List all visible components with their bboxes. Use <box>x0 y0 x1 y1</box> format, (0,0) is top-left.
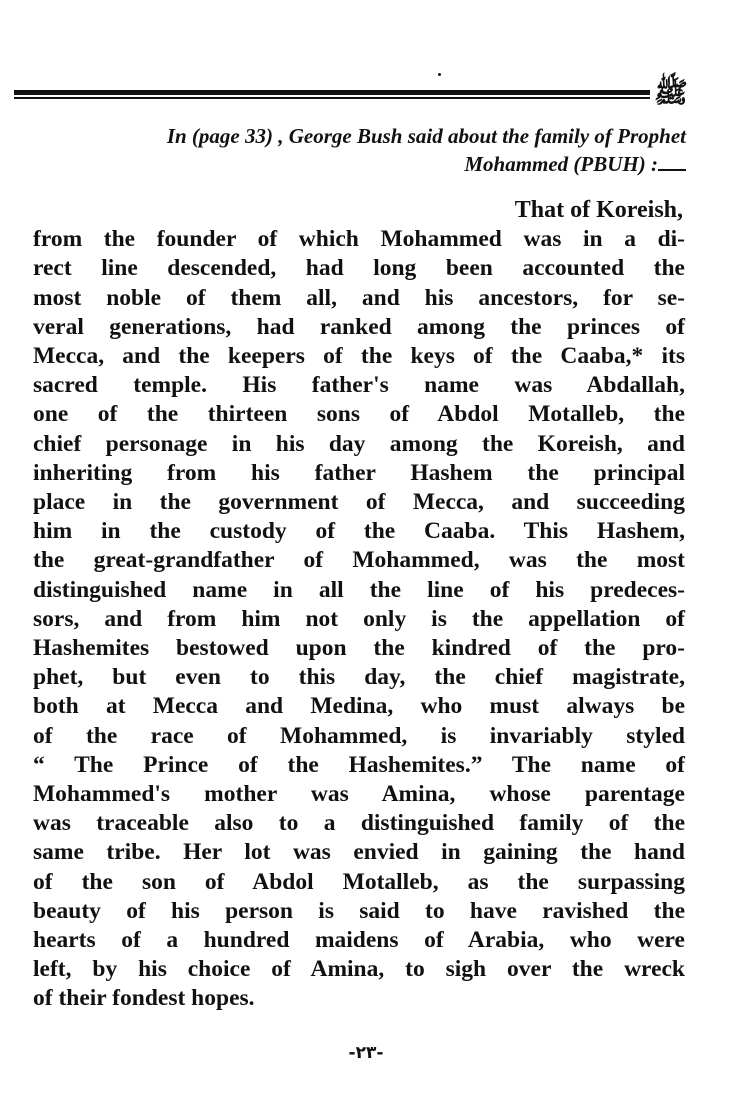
text-line: same tribe. Her lot was envied in gaining the hand <box>33 839 685 866</box>
header-rule-thick <box>14 90 650 95</box>
paragraph-opener: That of Koreish, <box>514 197 683 223</box>
text-line: most noble of them all, and his ancestors, for se- <box>33 284 685 311</box>
text-line: from the founder of which Mohammed was in a di- <box>33 226 685 253</box>
text-line: one of the thirteen sons of Abdol Motalleb, the <box>33 401 685 428</box>
text-line: the great-grandfather of Mohammed, was the most <box>33 547 685 574</box>
header-rule <box>14 90 650 100</box>
text-line: veral generations, had ranked among the princes of <box>33 313 685 340</box>
text-line: inheriting from his father Hashem the principal <box>33 459 685 486</box>
text-line: Mohammed's mother was Amina, whose parentage <box>33 781 685 808</box>
pbuh-emblem: ﷺ <box>654 76 688 109</box>
intro-blank-underline <box>658 151 686 171</box>
text-line: of the son of Abdol Motalleb, as the surpassing <box>33 868 685 895</box>
text-line: Mecca, and the keepers of the keys of the Caaba,* its <box>33 343 685 370</box>
text-line: rect line descended, had long been accounted the <box>33 255 685 282</box>
text-line: of the race of Mohammed, is invariably styled <box>33 722 685 749</box>
page-number: -٢٣- <box>348 1043 384 1063</box>
text-line: him in the custody of the Caaba. This Hashem, <box>33 518 685 545</box>
intro-caption <box>60 122 686 178</box>
text-line: place in the government of Mecca, and succeeding <box>33 489 685 516</box>
body-paragraph <box>33 196 685 1014</box>
text-line: of their fondest hopes. <box>33 985 255 1012</box>
intro-line-1: In (page 33) , George Bush said about the family of Prophet <box>166 124 686 148</box>
text-line: “ The Prince of the Hashemites.” The name of <box>33 751 685 778</box>
intro-line-2: Mohammed (PBUH) : <box>464 152 658 176</box>
intro-line-2-wrap <box>60 150 686 178</box>
text-line: both at Mecca and Medina, who must always be <box>33 693 685 720</box>
text-line: was traceable also to a distinguished family of the <box>33 810 685 837</box>
ink-dot <box>438 73 441 76</box>
text-line: chief personage in his day among the Koreish, and <box>33 430 685 457</box>
text-line: beauty of his person is said to have ravished the <box>33 897 685 924</box>
text-line: sors, and from him not only is the appellation of <box>33 605 685 632</box>
text-line: Hashemites bestowed upon the kindred of the pro- <box>33 635 685 662</box>
text-line: distinguished name in all the line of his predeces- <box>33 576 685 603</box>
text-line: left, by his choice of Amina, to sigh over the wreck <box>33 956 685 983</box>
text-line: sacred temple. His father's name was Abdallah, <box>33 372 685 399</box>
header-rule-thin <box>14 97 650 99</box>
text-line: phet, but even to this day, the chief magistrate, <box>33 664 685 691</box>
text-line: hearts of a hundred maidens of Arabia, who were <box>33 927 685 954</box>
